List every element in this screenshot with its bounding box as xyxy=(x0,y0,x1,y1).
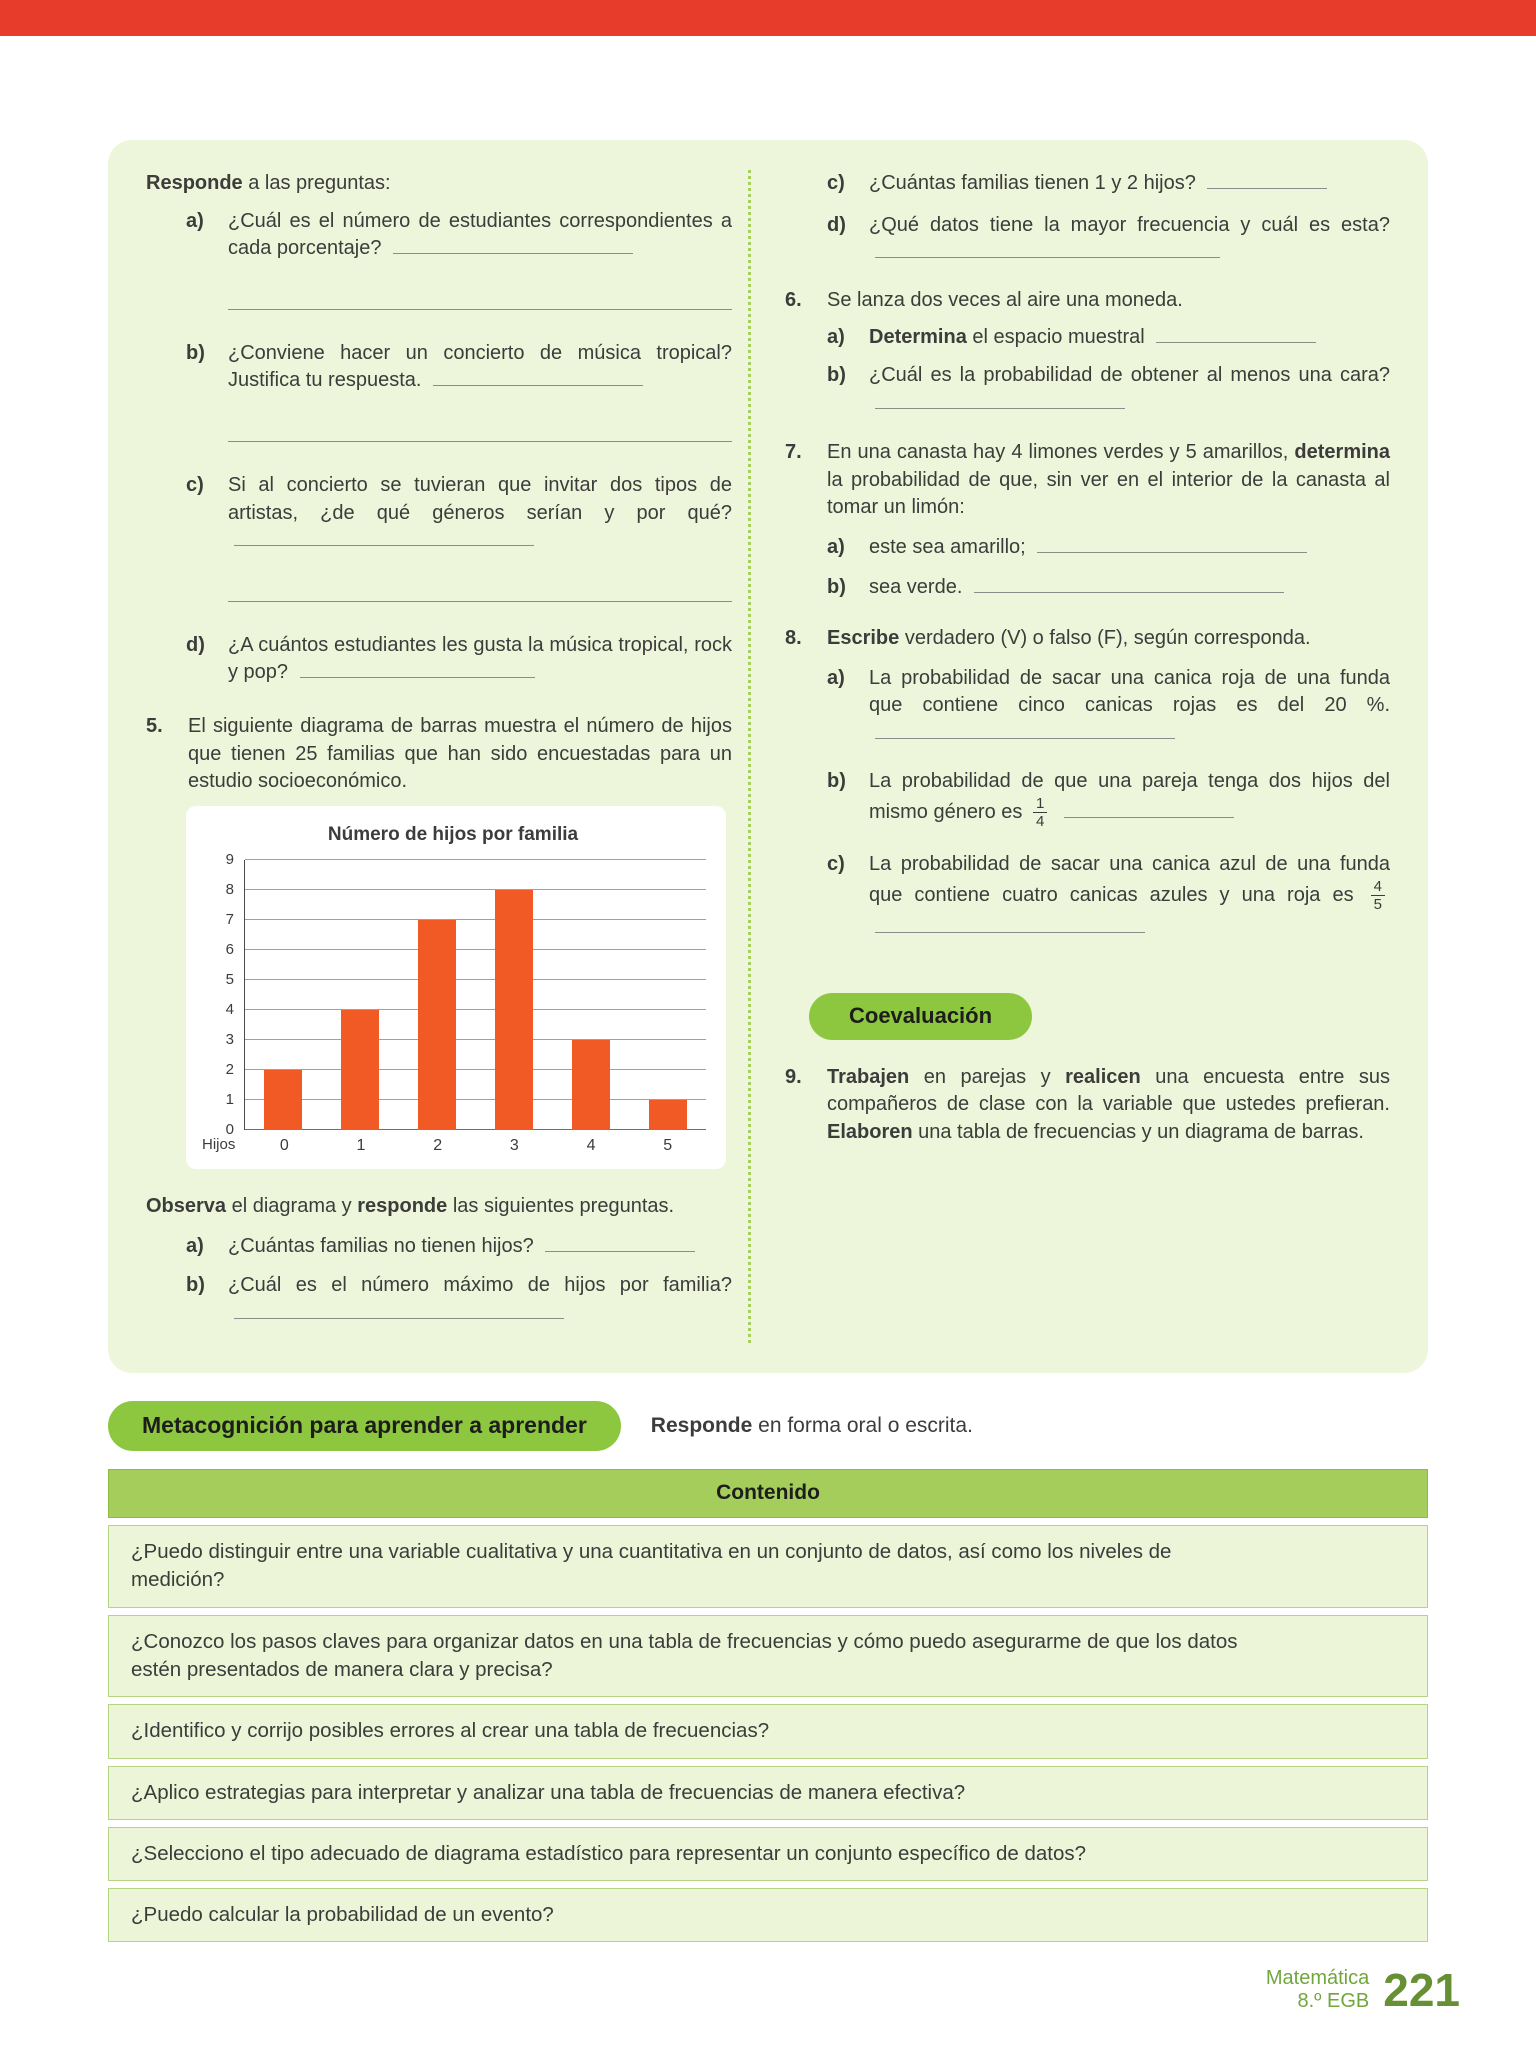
answer-blank xyxy=(875,241,1220,258)
table-row xyxy=(108,1766,1428,1820)
answer-line xyxy=(228,439,732,442)
exercise-6a xyxy=(827,324,1390,352)
left-column xyxy=(146,170,732,1343)
item-letter: a) xyxy=(827,666,845,689)
right-column xyxy=(751,170,1390,1343)
item-body xyxy=(228,208,732,324)
item-letter: b) xyxy=(827,769,846,792)
question-item-4c xyxy=(186,472,732,616)
footer-meta xyxy=(1266,1967,1369,2014)
chart-x-tick: 5 xyxy=(663,1136,673,1154)
chart-y-tick: 9 xyxy=(225,850,234,868)
item-letter: a) xyxy=(827,535,845,558)
chart-bar-2 xyxy=(418,920,456,1130)
item-text: ¿A cuántos estudiantes les gusta la música tropical, rock y pop? xyxy=(228,633,732,684)
table-row xyxy=(108,1525,1428,1608)
table-header: Contenido xyxy=(108,1469,1428,1518)
item-body xyxy=(869,212,1390,267)
item-number: 8. xyxy=(785,627,802,650)
item-letter: d) xyxy=(827,213,846,236)
item-body xyxy=(228,340,732,456)
exercise-7 xyxy=(785,439,1390,617)
item-text: Trabajen en parejas y realicen una encuesta entre sus compañeros de clase con la variable que ustedes prefieran. Elaboren una tabla de frecuencias y un diagrama de barras. xyxy=(827,1065,1390,1143)
item-text: La probabilidad de sacar una canica roja de una funda que contiene cinco canicas rojas es del 20 %. xyxy=(869,666,1390,717)
item-letter: a) xyxy=(827,326,845,349)
chart-bar-slot xyxy=(552,1040,629,1130)
question-item-4a xyxy=(186,208,732,324)
chart-x-axis-label: Hijos xyxy=(202,1135,236,1153)
item-body xyxy=(228,1233,732,1261)
exercise-6b xyxy=(827,362,1390,417)
chart-question-d xyxy=(827,212,1390,267)
exercise-6 xyxy=(785,287,1390,431)
fraction-numerator: 1 xyxy=(1033,795,1047,813)
item-letter: c) xyxy=(827,172,845,194)
chart-question-a xyxy=(186,1233,732,1261)
chart-y-tick: 6 xyxy=(225,940,234,958)
item-letter: a) xyxy=(186,1234,204,1257)
item-letter: b) xyxy=(186,341,205,364)
item-body xyxy=(869,574,1390,602)
answer-blank xyxy=(234,1302,564,1319)
chart-bars xyxy=(245,860,706,1130)
fraction-four-fifths xyxy=(1371,878,1385,914)
chart-x-tick: 1 xyxy=(356,1136,366,1154)
item-number: 6. xyxy=(785,288,802,311)
table-row-text: ¿Conozco los pasos claves para organizar datos en una tabla de frecuencias y cómo puedo asegurarme de que los datos estén presentados de manera clara y precisa? xyxy=(131,1629,1238,1681)
answer-blank xyxy=(1037,536,1307,553)
table-row xyxy=(108,1615,1428,1698)
fraction-one-fourth xyxy=(1033,795,1047,831)
answer-line xyxy=(228,307,732,310)
metacognition-section xyxy=(108,1401,1428,1451)
item-body xyxy=(869,768,1390,831)
table-row xyxy=(108,1704,1428,1758)
item-body xyxy=(188,713,732,796)
table-row-text: ¿Selecciono el tipo adecuado de diagrama estadístico para representar un conjunto específico de datos? xyxy=(131,1841,1087,1865)
exercise-panel xyxy=(108,140,1428,1373)
answer-blank xyxy=(1064,801,1234,818)
answer-blank xyxy=(1207,172,1327,189)
item-text: ¿Cuál es el número de estudiantes correspondientes a cada porcentaje? xyxy=(228,209,732,260)
answer-blank xyxy=(300,661,535,678)
footer-page-number: 221 xyxy=(1383,1964,1460,2017)
item-text: La probabilidad de que una pareja tenga dos hijos del mismo género es xyxy=(869,769,1390,824)
item-text: Se lanza dos veces al aire una moneda. xyxy=(827,288,1183,311)
item-body xyxy=(827,1064,1390,1147)
chart-title: Número de hijos por familia xyxy=(327,823,579,845)
table-row xyxy=(108,1827,1428,1881)
table-row-text: ¿Aplico estrategias para interpretar y analizar una tabla de frecuencias de manera efectiva? xyxy=(131,1780,966,1804)
bar-chart xyxy=(186,806,726,1169)
answer-blank xyxy=(545,1235,695,1252)
item-body xyxy=(827,287,1390,431)
exercise-8c xyxy=(827,851,1390,942)
exercise-8b xyxy=(827,768,1390,831)
chart-question-c xyxy=(827,170,1390,198)
item-text: ¿Cuántas familias no tienen hijos? xyxy=(228,1234,534,1257)
chart-y-tick: 2 xyxy=(225,1060,234,1078)
item-body xyxy=(827,439,1390,617)
chart-bar-slot xyxy=(245,1070,322,1130)
item-number: 9. xyxy=(785,1065,802,1088)
chart-x-tick: 4 xyxy=(586,1136,596,1154)
item-text: este sea amarillo; xyxy=(869,535,1026,558)
chart-y-tick: 7 xyxy=(225,910,234,928)
chart-bar-slot xyxy=(399,920,476,1130)
answer-blank xyxy=(875,392,1125,409)
item-body xyxy=(869,324,1390,352)
chart-y-tick: 0 xyxy=(225,1120,234,1138)
chart-question-b xyxy=(186,1272,732,1327)
chart-x-tick: 0 xyxy=(279,1136,289,1154)
answer-blank xyxy=(433,369,643,386)
chart-y-tick: 5 xyxy=(225,970,234,988)
footer-grade: 8.º EGB xyxy=(1297,1990,1370,2013)
chart-y-tick: 8 xyxy=(225,880,234,898)
chart-x-tick: 3 xyxy=(509,1136,519,1154)
item-body xyxy=(869,665,1390,748)
answer-line xyxy=(228,599,732,602)
item-letter: a) xyxy=(186,209,204,232)
observa-instruction: Observa el diagrama y responde las siguientes preguntas. xyxy=(146,1195,675,1218)
item-body xyxy=(869,534,1390,562)
item-letter: c) xyxy=(827,852,845,875)
coevaluacion-badge: Coevaluación xyxy=(809,993,1032,1039)
exercise-8 xyxy=(785,625,1390,949)
exercise-8a xyxy=(827,665,1390,748)
responde-intro: Responde a las preguntas: xyxy=(146,172,391,194)
item-letter: d) xyxy=(186,633,205,656)
item-body xyxy=(228,472,732,616)
answer-blank xyxy=(1156,326,1316,343)
answer-blank xyxy=(974,576,1284,593)
chart-bar-4 xyxy=(572,1040,610,1130)
chart-x-labels xyxy=(246,1135,706,1157)
metacognition-badge: Metacognición para aprender a aprender xyxy=(108,1401,621,1451)
fraction-denominator: 4 xyxy=(1035,813,1045,831)
chart-body xyxy=(200,850,706,1138)
item-text: El siguiente diagrama de barras muestra el número de hijos que tienen 25 familias que han sido encuestadas para un estudio socioeconómico. xyxy=(188,714,732,793)
exercise-7a xyxy=(827,534,1390,562)
chart-bar-3 xyxy=(495,890,533,1130)
item-body xyxy=(869,851,1390,942)
item-body xyxy=(228,632,732,687)
table-row-text: ¿Puedo calcular la probabilidad de un evento? xyxy=(131,1903,554,1927)
answer-blank xyxy=(875,916,1145,933)
content-table xyxy=(108,1469,1428,1942)
chart-y-axis xyxy=(200,850,244,1138)
chart-bar-0 xyxy=(264,1070,302,1130)
chart-y-tick: 4 xyxy=(225,1000,234,1018)
chart-y-tick: 1 xyxy=(225,1090,234,1108)
question-item-4b xyxy=(186,340,732,456)
chart-plot xyxy=(244,860,706,1130)
item-number: 7. xyxy=(785,441,802,464)
item-letter: b) xyxy=(827,363,846,386)
chart-bar-5 xyxy=(649,1100,687,1130)
item-letter: b) xyxy=(186,1274,205,1297)
fraction-denominator: 5 xyxy=(1373,896,1382,914)
item-text: ¿Cuántas familias tienen 1 y 2 hijos? xyxy=(869,172,1196,194)
item-body xyxy=(228,1272,732,1327)
table-row-text: ¿Puedo distinguir entre una variable cualitativa y una cuantitativa en un conjunto de datos, así como los niveles de medición? xyxy=(131,1540,1172,1592)
chart-bar-slot xyxy=(475,890,552,1130)
footer-subject: Matemática xyxy=(1265,1966,1370,1989)
item-text: ¿Cuál es el número máximo de hijos por familia? xyxy=(228,1274,732,1297)
exercise-5 xyxy=(146,713,732,796)
answer-blank xyxy=(234,529,534,546)
item-text: Determina el espacio muestral xyxy=(869,326,1145,349)
exercise-9 xyxy=(785,1064,1390,1147)
chart-x-row xyxy=(200,1135,706,1157)
item-text: En una canasta hay 4 limones verdes y 5 amarillos, determina la probabilidad de que, sin ver en el interior de la canasta al tomar un limón: xyxy=(827,441,1390,519)
top-accent-bar xyxy=(0,0,1536,36)
item-text: sea verde. xyxy=(869,575,963,598)
item-number: 5. xyxy=(146,714,163,737)
item-text: Si al concierto se tuvieran que invitar dos tipos de artistas, ¿de qué géneros serían y por qué? xyxy=(228,473,732,524)
item-text: ¿Qué datos tiene la mayor frecuencia y cuál es esta? xyxy=(869,213,1390,236)
chart-y-tick: 3 xyxy=(225,1030,234,1048)
item-letter: b) xyxy=(827,575,846,598)
item-letter: c) xyxy=(186,473,204,496)
item-body xyxy=(869,170,1390,198)
item-body xyxy=(827,625,1390,949)
metacognition-instruction: Responde en forma oral o escrita. xyxy=(650,1413,973,1437)
item-text: ¿Cuál es la probabilidad de obtener al menos una cara? xyxy=(869,363,1390,386)
page-footer xyxy=(1265,1964,1460,2017)
item-text: Escribe verdadero (V) o falso (F), según corresponda. xyxy=(827,627,1311,650)
table-row xyxy=(108,1888,1428,1942)
chart-bar-slot xyxy=(629,1100,706,1130)
item-body xyxy=(869,362,1390,417)
item-text: ¿Conviene hacer un concierto de música tropical? Justifica tu respuesta. xyxy=(228,341,732,392)
answer-blank xyxy=(875,722,1175,739)
item-text: La probabilidad de sacar una canica azul de una funda que contiene cuatro canicas azules y una roja es xyxy=(869,852,1390,907)
fraction-numerator: 4 xyxy=(1371,878,1385,896)
exercise-7b xyxy=(827,574,1390,602)
chart-bar-1 xyxy=(341,1010,379,1130)
table-row-text: ¿Identifico y corrijo posibles errores al crear una tabla de frecuencias? xyxy=(131,1719,770,1743)
answer-blank xyxy=(393,237,633,254)
chart-x-tick: 2 xyxy=(433,1136,443,1154)
question-item-4d xyxy=(186,632,732,687)
chart-bar-slot xyxy=(322,1010,399,1130)
